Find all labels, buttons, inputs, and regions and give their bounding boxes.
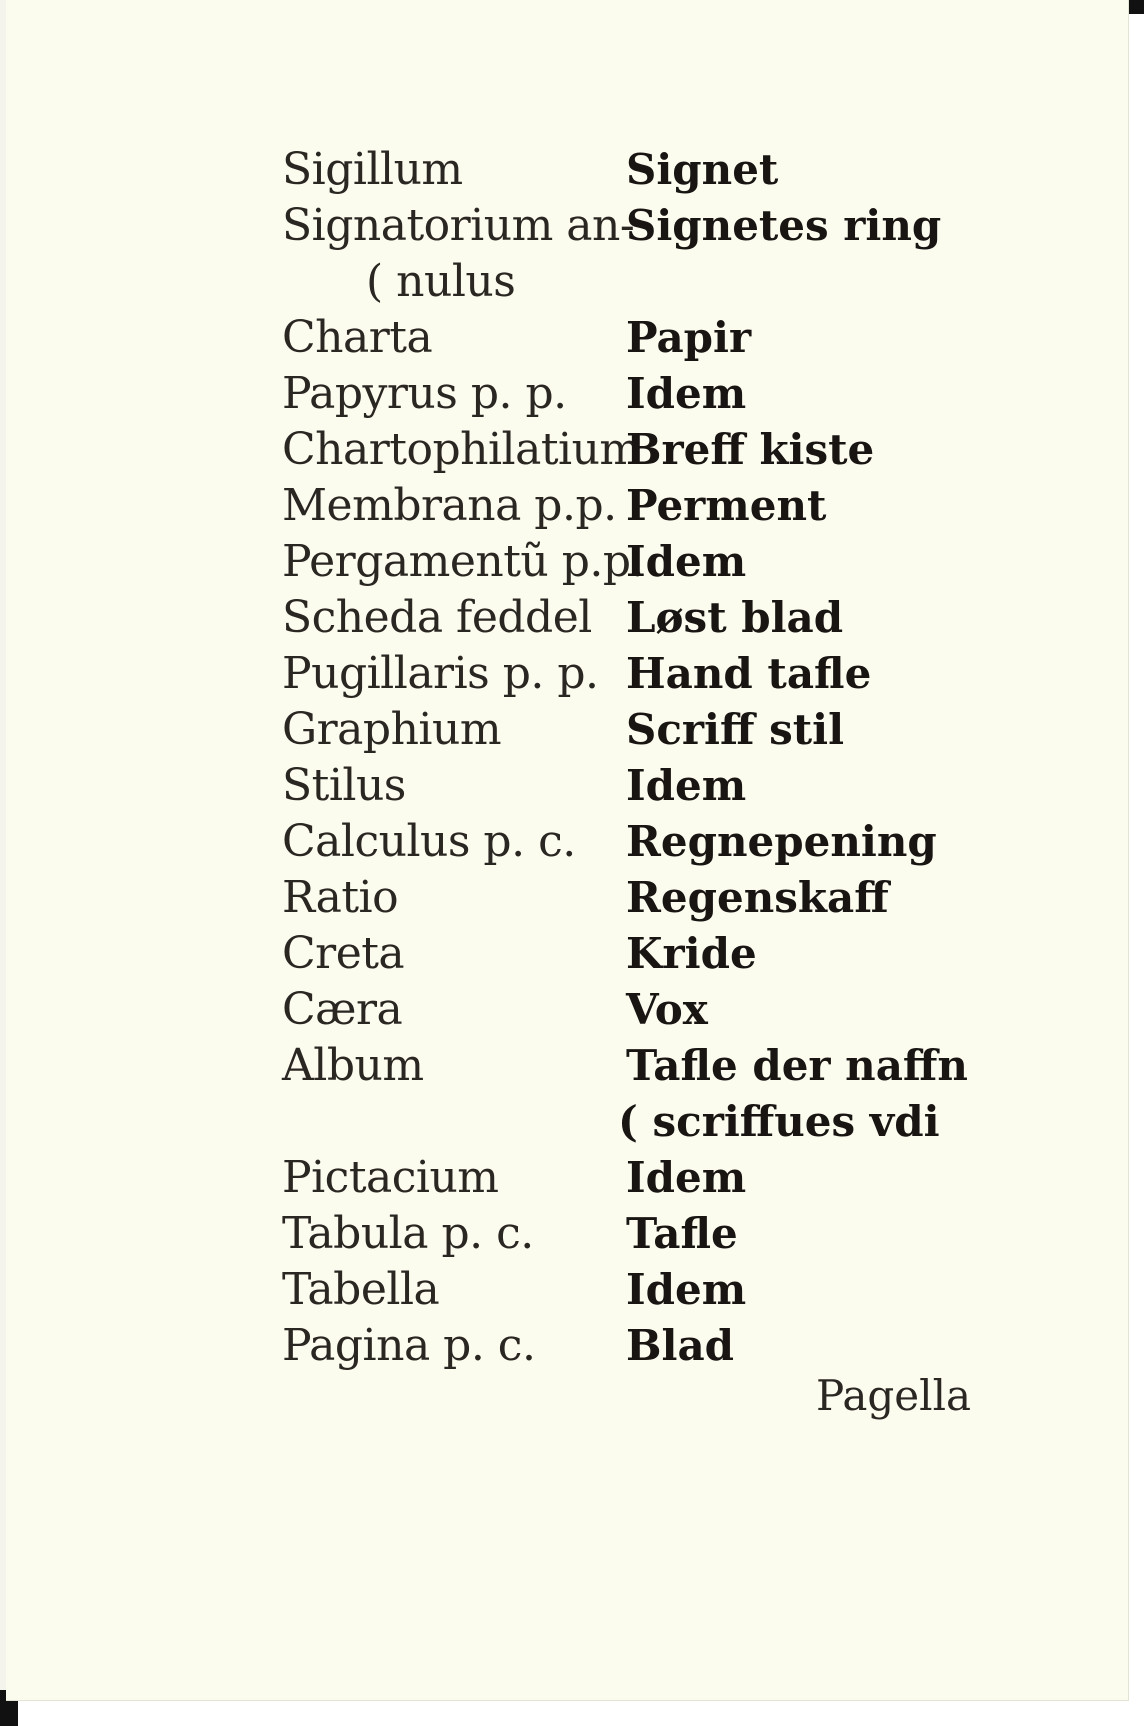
latin-term: Charta [282,312,433,363]
latin-term: Pergamentũ p.p. [282,536,645,587]
latin-term: Papyrus p. p. [282,368,567,419]
danish-term: Kride [626,929,757,978]
glossary-entry [6,590,1128,646]
latin-term: Creta [282,928,405,979]
danish-term: Breff kiste [626,425,875,474]
glossary-entry [6,1206,1128,1262]
latin-term: Album [282,1040,424,1091]
danish-term: Løst blad [626,593,844,642]
glossary-entry-continuation [6,254,1128,310]
glossary-entry [6,646,1128,702]
danish-term: Scriff stil [626,705,845,754]
glossary-entry [6,1262,1128,1318]
glossary-entry [6,422,1128,478]
danish-term: Tafle [626,1209,738,1258]
glossary-entry [6,142,1128,198]
glossary-entry [6,982,1128,1038]
glossary-entry [6,534,1128,590]
glossary-entry [6,478,1128,534]
danish-term: Idem [626,1265,747,1314]
danish-term: Hand tafle [626,649,872,698]
danish-term: Idem [626,537,747,586]
latin-term: Scheda feddel [282,592,592,643]
latin-term-continuation: ( nulus [366,256,516,307]
glossary-entry [6,1318,1128,1374]
latin-term: Graphium [282,704,502,755]
danish-term: Blad [626,1321,735,1370]
danish-term: Idem [626,761,747,810]
danish-term: Regenskaff [626,873,889,922]
glossary-entry [6,870,1128,926]
latin-term: Chartophilatium [282,424,641,475]
latin-term: Pictacium [282,1152,499,1203]
book-page [6,0,1129,1701]
latin-term: Ratio [282,872,399,923]
latin-term: Tabella [282,1264,440,1315]
danish-term: Signet [626,145,779,194]
danish-term: Signetes ring [626,201,942,250]
danish-term: Vox [626,985,708,1034]
glossary-entry [6,310,1128,366]
glossary-list [6,0,1128,1700]
danish-term: Idem [626,1153,747,1202]
latin-term: Pugillaris p. p. [282,648,599,699]
glossary-entry [6,702,1128,758]
glossary-entry-continuation [6,1094,1128,1150]
latin-term: Tabula p. c. [282,1208,534,1259]
latin-term: Cæra [282,984,403,1035]
catchword: Pagella [816,1371,972,1420]
latin-term: Stilus [282,760,406,811]
latin-term: Sigillum [282,144,463,195]
latin-term: Membrana p.p. [282,480,617,531]
glossary-entry [6,1150,1128,1206]
danish-term: Tafle der naffn [626,1041,968,1090]
danish-term: Papir [626,313,752,362]
glossary-entry [6,198,1128,254]
glossary-entry [6,926,1128,982]
glossary-entry [6,814,1128,870]
latin-term: Signatorium an- [282,200,635,251]
danish-term-continuation: ( scriffues vdi [618,1097,940,1146]
glossary-entry [6,1038,1128,1094]
glossary-entry [6,758,1128,814]
danish-term: Idem [626,369,747,418]
latin-term: Calculus p. c. [282,816,576,867]
latin-term: Pagina p. c. [282,1320,536,1371]
danish-term: Regnepening [626,817,937,866]
danish-term: Perment [626,481,827,530]
glossary-entry [6,366,1128,422]
